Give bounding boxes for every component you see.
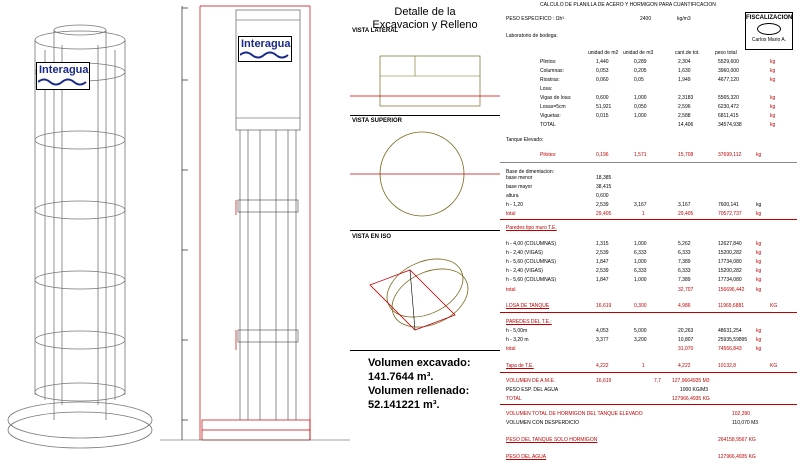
row-value: 1,000 xyxy=(634,241,647,247)
row-label: h - 5,60 (COLUMNAS) xyxy=(506,259,557,265)
table-row xyxy=(500,258,797,267)
interagua-logo-elevation xyxy=(238,36,292,62)
row-value: 29,405 xyxy=(596,211,612,217)
row-value: 0,600 xyxy=(596,95,609,101)
row-label: h - 5,60 (COLUMNAS) xyxy=(506,277,557,283)
row-value: 3,167 xyxy=(634,202,647,208)
table-row xyxy=(500,67,797,76)
row-value: 1,630 xyxy=(678,68,691,74)
row-label: total xyxy=(506,211,516,217)
base-total-row xyxy=(500,210,797,219)
row-label: Losas=5cm xyxy=(540,104,566,110)
row-value: 1,847 xyxy=(596,259,609,265)
tanque-label: Tanque Elevado: xyxy=(506,137,544,143)
row-value: 2,3183 xyxy=(678,95,694,101)
row-value: 2,596 xyxy=(678,104,691,110)
row-unit: kg xyxy=(770,59,776,65)
total-agua-row xyxy=(500,395,797,404)
vol-agua-row xyxy=(500,377,797,386)
wave-icon xyxy=(240,50,290,60)
row-value: 12627,840 xyxy=(718,241,742,247)
row-unit: kg xyxy=(756,259,762,265)
row-label: VOLUMEN CON DESPERDICIO xyxy=(506,420,580,426)
row-value: 1 xyxy=(642,363,645,369)
base-h-row xyxy=(500,201,797,210)
row-value: 2,539 xyxy=(596,268,609,274)
row-value: 7,389 xyxy=(678,259,691,265)
row-unit: kg xyxy=(756,152,762,158)
vista-superior-label: VISTA SUPERIOR xyxy=(352,118,403,124)
row-label: Tapa de T.E. xyxy=(506,363,534,369)
detail-title-line1: Detalle de la xyxy=(394,6,456,18)
row-label: PESO ESP. DEL AGUA xyxy=(506,387,559,393)
row-unit: kg xyxy=(756,241,762,247)
row-value: 15200,282 xyxy=(718,268,742,274)
row-label: h - 2,40 (VIGAS) xyxy=(506,268,543,274)
peso-agua-row xyxy=(500,453,797,462)
row-unit: kg xyxy=(756,337,762,343)
row-unit: kg xyxy=(756,328,762,334)
table-row xyxy=(500,249,797,258)
row-value: 264158,9567 KG xyxy=(718,437,756,443)
row-value: 102,390 xyxy=(732,411,751,417)
peso-tanque-row xyxy=(500,436,797,445)
vista-iso-label: VISTA EN ISO xyxy=(352,234,392,240)
vista-lateral-label: VISTA LATERAL xyxy=(352,28,399,34)
row-unit: kg xyxy=(756,250,762,256)
row-value: 70572,737 xyxy=(718,211,742,217)
volumen-excavado-label: Volumen excavado: xyxy=(368,357,471,369)
row-value: 15,708 xyxy=(678,152,694,158)
table-row xyxy=(500,174,797,183)
row-value: 7,7 xyxy=(654,378,661,384)
sheet-header: CALCULO DE PLANILLA DE ACERO Y HORMIGON PARA CUANTIFICACION xyxy=(540,2,716,8)
row-label: LOSA DE TANQUE xyxy=(506,303,550,309)
row-label: h - 4,00 (COLUMNAS) xyxy=(506,241,557,247)
row-value: 1,000 xyxy=(634,113,647,119)
row-value: 1 xyxy=(642,211,645,217)
excavation-detail-panel xyxy=(350,0,501,463)
peso-especifico-row xyxy=(500,15,797,24)
row-value: 3,377 xyxy=(596,337,609,343)
row-label: Losa: xyxy=(540,86,553,92)
row-value: 6,333 xyxy=(678,268,691,274)
vista-iso-drawing xyxy=(350,240,500,350)
row-label: Vigas de losa: xyxy=(540,95,572,101)
row-unit: kg xyxy=(770,68,776,74)
table-row xyxy=(500,267,797,276)
row-value: 38,415 xyxy=(596,184,612,190)
col-header: peso total xyxy=(715,50,737,56)
vista-lateral-drawing xyxy=(350,36,500,116)
row-value: 0,600 xyxy=(596,193,609,199)
row-unit: kg xyxy=(770,113,776,119)
row-value: 48631,254 xyxy=(718,328,742,334)
row-label: base mayor xyxy=(506,184,533,190)
row-value: 0,05 xyxy=(634,77,644,83)
row-unit: kg xyxy=(756,277,762,283)
elevation-panel xyxy=(160,0,351,463)
row-value: 1,000 xyxy=(634,259,647,265)
row-value: 4,222 xyxy=(596,363,609,369)
row-label: Columnas: xyxy=(540,68,564,74)
row-value: 31,070 xyxy=(678,346,694,352)
row-label: h - 2,40 (VIGAS) xyxy=(506,250,543,256)
row-value: 10132,8 xyxy=(718,363,737,369)
paredes-te-total-row xyxy=(500,345,797,354)
row-label: altura xyxy=(506,193,519,199)
row-unit: KG xyxy=(770,303,778,309)
stamp-title: FISCALIZACION xyxy=(746,15,793,21)
row-value: 1,000 xyxy=(634,277,647,283)
row-value: 1,949 xyxy=(678,77,691,83)
row-value: 3,200 xyxy=(634,337,647,343)
calculation-sheet-panel xyxy=(500,0,797,463)
paredes-te-label: PAREDES DEL T.E.: xyxy=(506,319,552,325)
wave-icon xyxy=(38,77,88,87)
row-label: TOTAL xyxy=(506,396,522,402)
row-value: 4,986 xyxy=(678,303,691,309)
row-unit: kg xyxy=(770,95,776,101)
row-value: 0,053 xyxy=(596,68,609,74)
row-value: 4,053 xyxy=(596,328,609,334)
row-label: Plintos: xyxy=(540,59,557,65)
row-value: 17734,080 xyxy=(718,277,742,283)
row-label: TOTAL xyxy=(540,122,556,128)
vol-desperdicio-row xyxy=(500,419,797,428)
row-value: 156696,442 xyxy=(718,287,745,293)
row-label: PESO DEL AGUA xyxy=(506,454,547,460)
row-value: 5565,320 xyxy=(718,95,739,101)
row-value: 1,847 xyxy=(596,277,609,283)
row-value: 37699,112 xyxy=(718,152,742,158)
peso-value: 2400 xyxy=(640,16,652,22)
row-unit: kg xyxy=(756,211,762,217)
row-label: total xyxy=(506,346,516,352)
table-row xyxy=(500,121,797,130)
row-value: 11965,6881 xyxy=(718,303,745,309)
row-value: 10,807 xyxy=(678,337,694,343)
row-value: 0,060 xyxy=(596,77,609,83)
vista-superior-drawing xyxy=(350,124,500,224)
row-unit: kg xyxy=(756,268,762,274)
row-unit: kg xyxy=(756,346,762,352)
row-unit: kg xyxy=(770,77,776,83)
row-unit: kg xyxy=(770,104,776,110)
row-value: 4677,120 xyxy=(718,77,739,83)
table-row xyxy=(500,183,797,192)
table-row xyxy=(500,276,797,285)
row-value: 25935,59895 xyxy=(718,337,748,343)
row-value: 5529,600 xyxy=(718,59,739,65)
table-row xyxy=(500,58,797,67)
table-row xyxy=(500,327,797,336)
row-value: 6811,415 xyxy=(718,113,739,119)
row-value: 3960,000 xyxy=(718,68,739,74)
row-label: VOLUMEN TOTAL DE HORMIGON DEL TANQUE ELEVADO xyxy=(506,411,643,417)
lab-row xyxy=(500,32,797,41)
row-value: 0,196 xyxy=(596,152,609,158)
table-row xyxy=(500,336,797,345)
row-unit: KG xyxy=(770,363,778,369)
row-unit: kg xyxy=(756,202,762,208)
isometric-tower-panel xyxy=(0,0,161,463)
row-label: VOLUMEN DE A.M.E. xyxy=(506,378,556,384)
lab-label: Laboratorio de bodega: xyxy=(506,33,558,39)
row-unit: kg xyxy=(756,287,762,293)
peso-label: PESO ESPECIFICO : Ωh³ xyxy=(506,16,564,22)
table-row xyxy=(500,85,797,94)
row-value: 1,000 xyxy=(634,95,647,101)
row-value: 127966,4935 KG xyxy=(672,396,710,402)
row-value: 3,167 xyxy=(678,202,691,208)
peso-unit: kg/m3 xyxy=(677,16,691,22)
row-value: 6230,472 xyxy=(718,104,739,110)
row-value: 29,405 xyxy=(678,211,694,217)
row-value: 20,263 xyxy=(678,328,694,334)
row-value: 2,588 xyxy=(678,113,691,119)
vol-total-horm-row xyxy=(500,410,797,419)
table-row xyxy=(500,192,797,201)
row-value: 4,222 xyxy=(678,363,691,369)
tanque-row xyxy=(500,136,797,145)
row-value: 110,070 M3 xyxy=(732,420,759,426)
row-label: Viguetas: xyxy=(540,113,561,119)
row-value: 0,205 xyxy=(634,68,647,74)
row-unit: kg xyxy=(770,122,776,128)
row-label: h - 5,00m xyxy=(506,328,528,334)
row-value: 2,539 xyxy=(596,250,609,256)
row-label: PESO DEL TANQUE SOLO HORMIGON xyxy=(506,437,598,443)
row-value: 7600,141 xyxy=(718,202,739,208)
row-value: 1,571 xyxy=(634,152,647,158)
row-value: 6,333 xyxy=(678,250,691,256)
row-value: 7,389 xyxy=(678,277,691,283)
losa-tanque-row xyxy=(500,302,797,311)
detail-title-line2: Excavacion y Relleno xyxy=(372,19,478,31)
row-value: 0,050 xyxy=(634,104,647,110)
row-value: 51,921 xyxy=(596,104,612,110)
row-label: h - 3,20 m xyxy=(506,337,529,343)
row-value: 0,015 xyxy=(596,113,609,119)
row-value: 16,619 xyxy=(596,378,612,384)
volumen-excavado-value: 141.7644 m³. xyxy=(368,371,434,383)
pilotes-row xyxy=(500,151,797,160)
row-value: 2,304 xyxy=(678,59,691,65)
stamp-name: Carlos Mario A. xyxy=(751,37,787,43)
row-value: 18,385 xyxy=(596,175,612,181)
tower-elevation-drawing xyxy=(160,0,350,463)
table-row xyxy=(500,112,797,121)
row-label: h - 1,20 xyxy=(506,202,523,208)
interagua-logo-left xyxy=(36,62,90,90)
paredes-label: Paredes tipo muro T.E. xyxy=(506,225,557,231)
paredes-te-label-row xyxy=(500,318,797,327)
row-value: 6,333 xyxy=(634,250,647,256)
paredes-label-row xyxy=(500,224,797,233)
table-row xyxy=(500,76,797,85)
row-label: base menor xyxy=(506,175,533,181)
row-value: 1,440 xyxy=(596,59,609,65)
volumen-rellenado-label: Volumen rellenado: xyxy=(368,385,470,397)
volumen-rellenado-value: 52.141221 m³. xyxy=(368,399,440,411)
row-value: 2,539 xyxy=(596,202,609,208)
row-value: 32,707 xyxy=(678,287,694,293)
table-row xyxy=(500,103,797,112)
row-label: Pilotes: xyxy=(540,152,557,158)
row-value: 5,000 xyxy=(634,328,647,334)
interagua-logo-text: Interagua xyxy=(241,38,291,50)
row-value: 16,619 xyxy=(596,303,612,309)
paredes-total-row xyxy=(500,286,797,295)
row-value: 127966,4935 KG xyxy=(718,454,756,460)
row-value: 5,262 xyxy=(678,241,691,247)
row-label: Riostras: xyxy=(540,77,560,83)
row-value: 1,315 xyxy=(596,241,609,247)
row-value: 74566,843 xyxy=(718,346,742,352)
row-label: total xyxy=(506,287,516,293)
row-value: 0,289 xyxy=(634,59,647,65)
base-label: Base de dimentacion: xyxy=(506,169,555,175)
col-header: cant.de tot. xyxy=(675,50,700,56)
peso-agua-esp-row xyxy=(500,386,797,395)
col-header: unidad de m3 xyxy=(623,50,654,56)
interagua-logo-text: Interagua xyxy=(39,64,89,76)
row-value: 17734,080 xyxy=(718,259,742,265)
tapa-row xyxy=(500,362,797,371)
row-value: 1000 KG/M3 xyxy=(680,387,709,393)
row-value: 14,406 xyxy=(678,122,694,128)
row-value: 0,300 xyxy=(634,303,647,309)
row-value: 34574,938 xyxy=(718,122,742,128)
row-value: 6,333 xyxy=(634,268,647,274)
column-header-row xyxy=(500,49,797,58)
col-header: unidad de m2 xyxy=(588,50,619,56)
table-row xyxy=(500,240,797,249)
row-value: 127,9664935 M3 xyxy=(672,378,710,384)
row-value: 15200,282 xyxy=(718,250,742,256)
table-row xyxy=(500,94,797,103)
